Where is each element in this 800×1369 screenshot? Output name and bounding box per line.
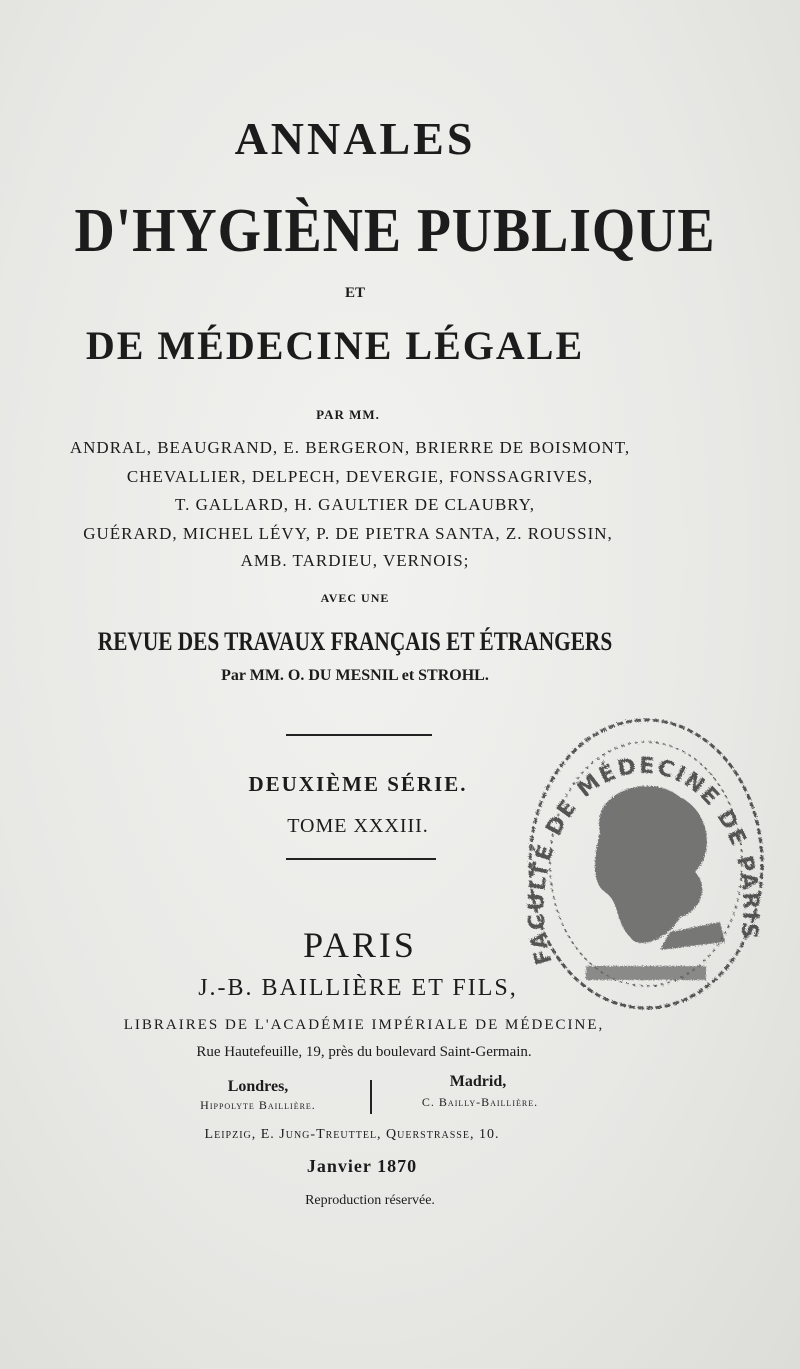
authors-line-5: AMB. TARDIEU, VERNOIS; [240, 551, 470, 570]
publisher-city: PARIS [303, 925, 417, 965]
title-conjunction: ET [344, 285, 365, 301]
title-hygiene: D'HYGIÈNE PUBLIQUE [74, 197, 716, 265]
divider-bottom [286, 858, 436, 860]
authors-line-1: ANDRAL, BEAUGRAND, E. BERGERON, BRIERRE DE BOISMONT, [69, 438, 631, 457]
review-intro: AVEC UNE [320, 591, 390, 605]
leipzig-distributor: Leipzig, E. Jung-Treuttel, Querstrasse, 10. [204, 1127, 500, 1142]
stamp-lettering: FACULTÉ DE MÉDECINE DE PARIS [524, 753, 763, 968]
publication-date: Janvier 1870 [306, 1156, 418, 1176]
publisher-name: J.-B. BAILLIÈRE ET FILS, [198, 975, 518, 1001]
title-annales: ANNALES [234, 113, 476, 164]
volume-number: TOME XXXIII. [287, 815, 429, 837]
divider-top [286, 734, 432, 736]
publisher-role: LIBRAIRES DE L'ACADÉMIE IMPÉRIALE DE MÉDECINE, [123, 1017, 605, 1033]
library-stamp-seal [520, 712, 770, 1022]
review-authors: Par MM. O. DU MESNIL et STROHL. [221, 667, 489, 684]
madrid-publisher: C. Bailly-Baillière. [421, 1095, 539, 1109]
authors-line-3: T. GALLARD, H. GAULTIER DE CLAUBRY, [174, 495, 536, 514]
authors-intro: PAR MM. [316, 407, 380, 422]
authors-line-2: CHEVALLIER, DELPECH, DEVERGIE, FONSSAGRIVES, [126, 467, 594, 486]
london-city: Londres, [227, 1078, 289, 1095]
rights-notice: Reproduction réservée. [305, 1193, 435, 1208]
authors-line-4: GUÉRARD, MICHEL LÉVY, P. DE PIETRA SANTA, Z. ROUSSIN, [83, 524, 613, 543]
title-medecine: DE MÉDECINE LÉGALE [85, 323, 585, 368]
series-name: DEUXIÈME SÉRIE. [248, 772, 468, 796]
london-publisher: Hippolyte Baillière. [200, 1098, 316, 1112]
madrid-city: Madrid, [449, 1073, 507, 1090]
publisher-address: Rue Hautefeuille, 19, près du boulevard Saint-Germain. [196, 1044, 532, 1060]
review-title: REVUE DES TRAVAUX FRANÇAIS ET ÉTRANGERS [97, 627, 613, 656]
